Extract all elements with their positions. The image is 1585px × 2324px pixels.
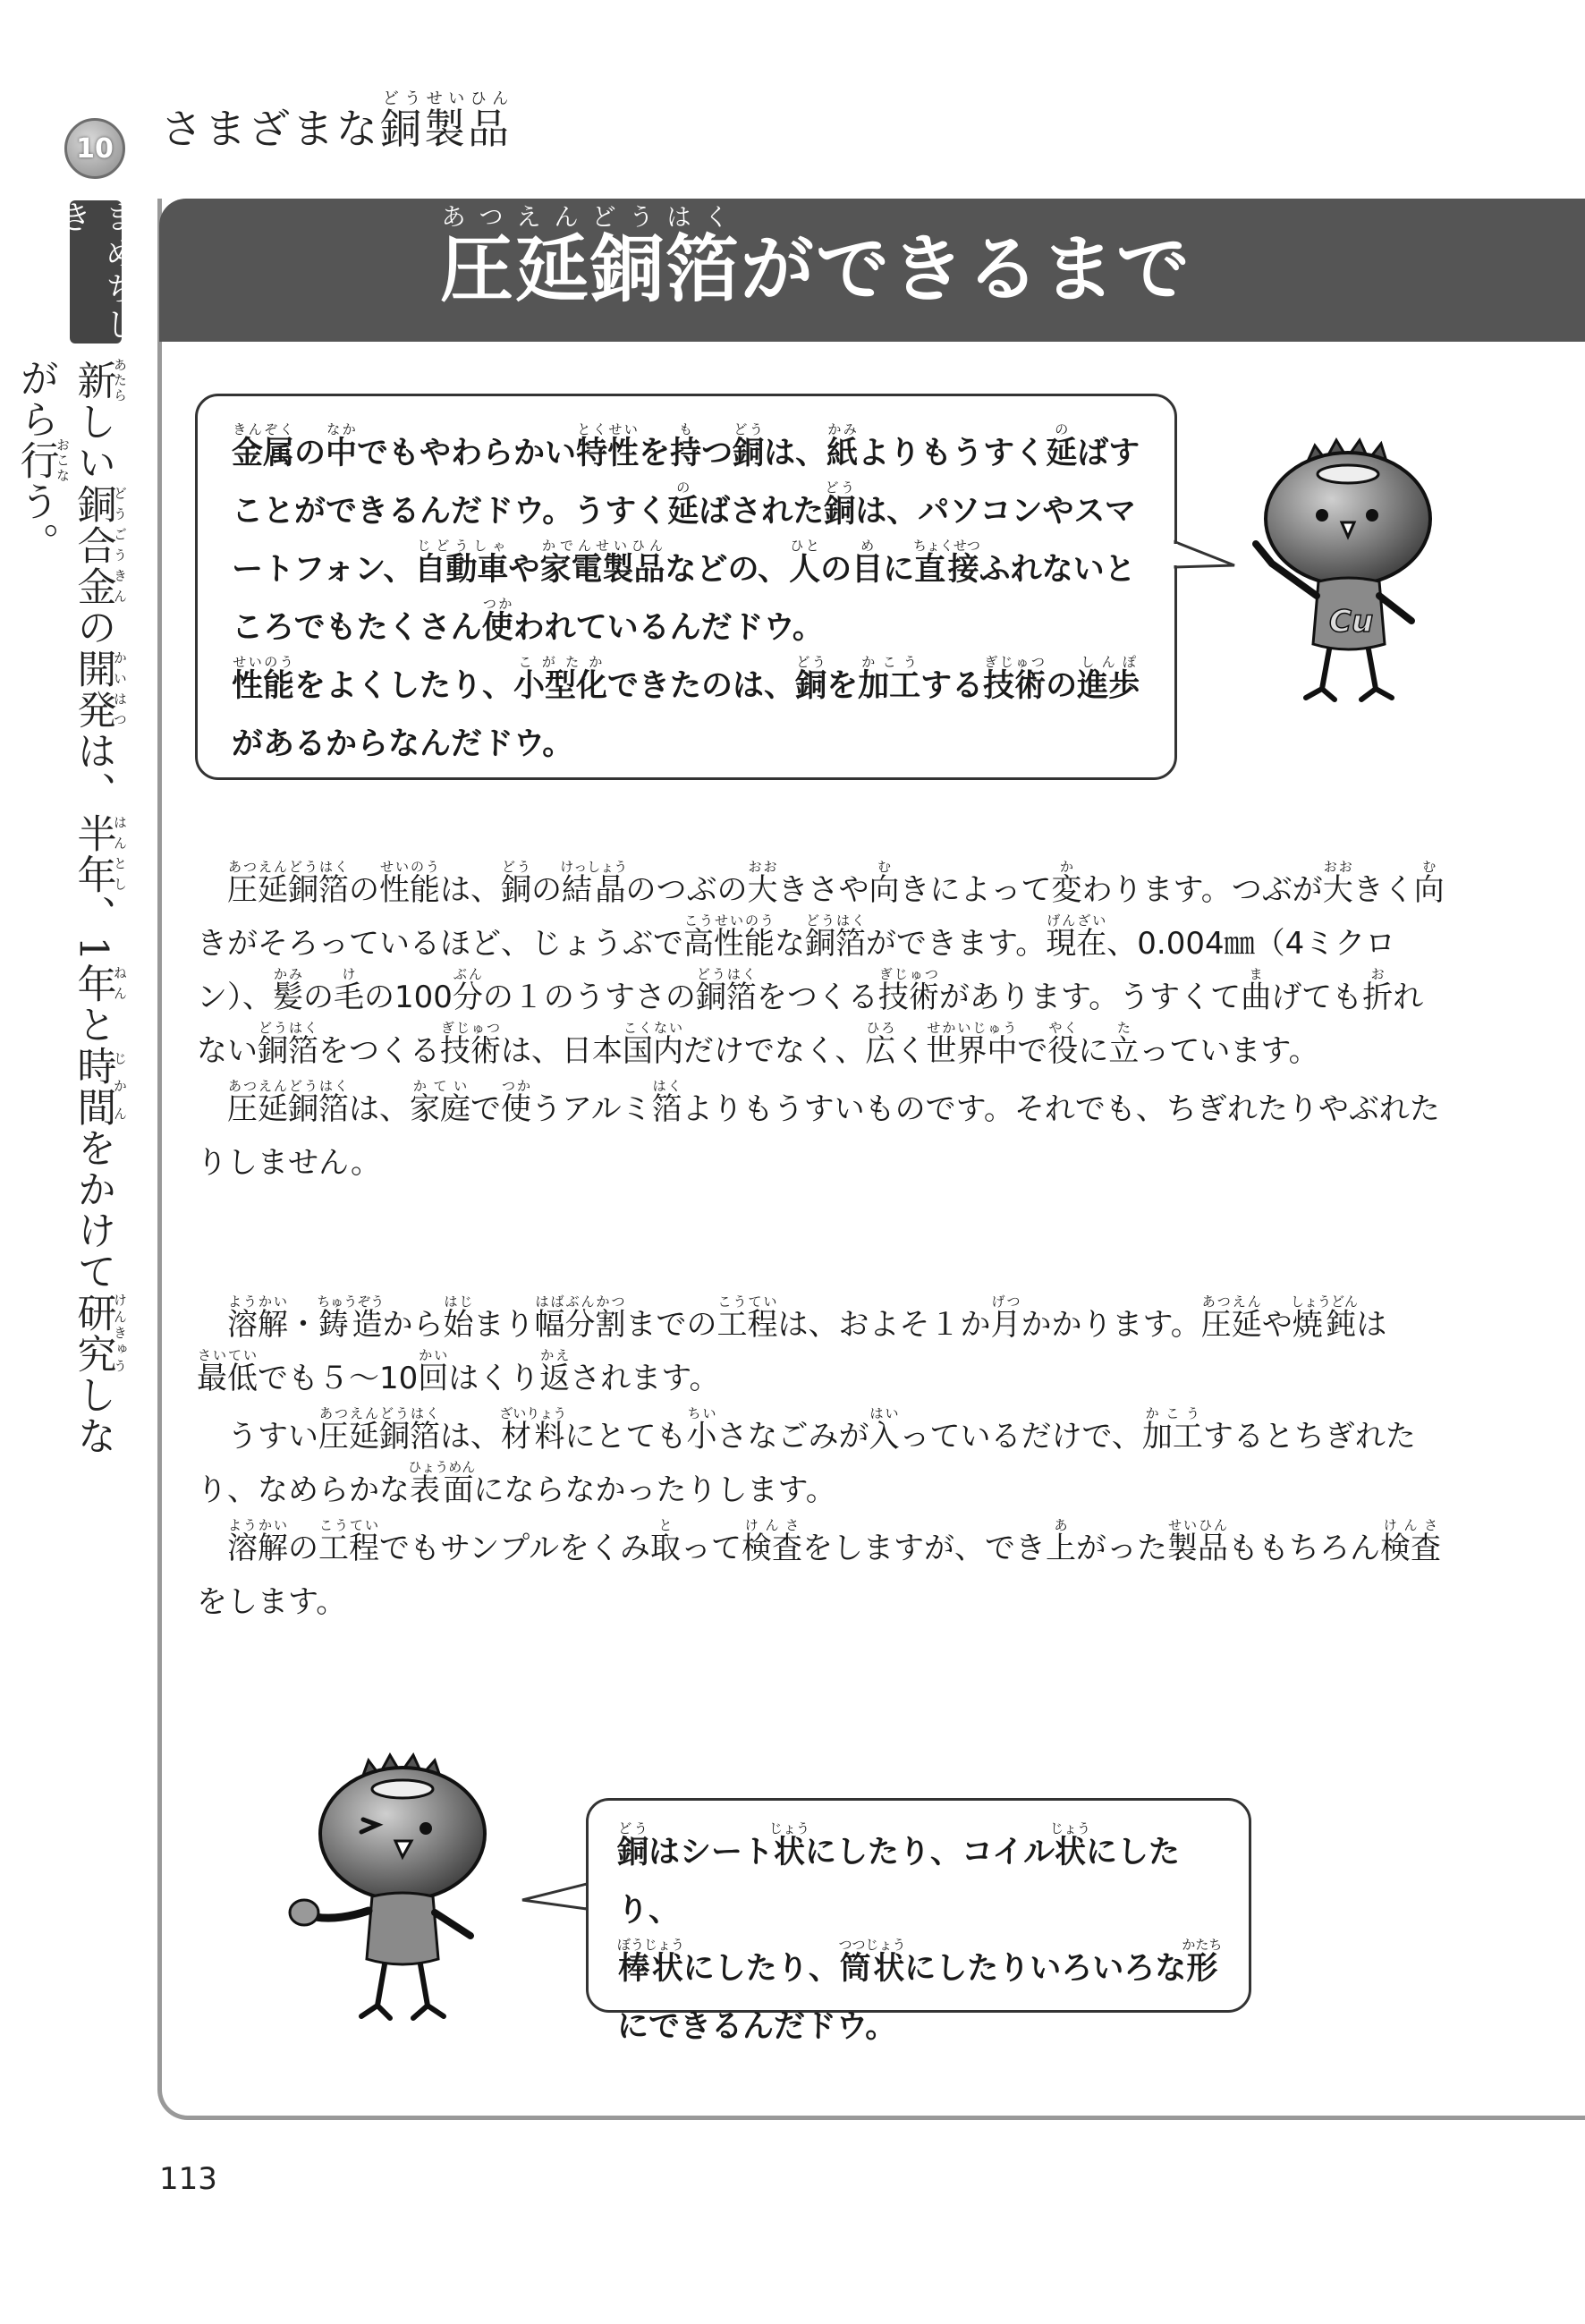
ruby-word: 上あ <box>1045 1517 1076 1566</box>
ruby-word: 銅どう <box>617 1820 649 1870</box>
ruby-word: 始はじ <box>443 1293 474 1343</box>
ruby-word: 銅箔どうはく <box>695 966 757 1015</box>
ruby-word: 箔はく <box>651 1078 682 1127</box>
ruby-word: 向む <box>1413 859 1445 908</box>
ruby-word: 検査けんさ <box>741 1517 802 1566</box>
ruby-word: 幅分割はばぶんかつ <box>534 1293 626 1343</box>
ruby-word: 折お <box>1362 966 1394 1015</box>
ruby-word: 広ひろ <box>865 1020 896 1069</box>
ruby-word: 技術ぎじゅつ <box>877 966 939 1015</box>
ruby-word: 銅箔どうはく <box>805 912 866 962</box>
ruby-word: 取と <box>649 1517 681 1566</box>
ruby-word: 延の <box>1046 421 1078 471</box>
section-title-ruby: あつえんどうはく <box>440 204 742 232</box>
ruby-word: 銅どう <box>824 479 856 530</box>
chapter-title <box>161 89 512 156</box>
ruby-word: 延の <box>667 479 699 530</box>
ruby-word: 家庭かてい <box>410 1078 470 1127</box>
ruby-word: 現在げんざい <box>1046 912 1107 962</box>
ruby-word: 半年はんとし <box>70 812 128 895</box>
side-tab-label: まめちしき <box>55 200 137 344</box>
ruby-word: 返かえ <box>539 1347 571 1396</box>
ruby-word: 高性能こうせいのう <box>683 912 775 962</box>
ruby-word: 製品せいひん <box>1166 1517 1228 1566</box>
ruby-word: 表面ひょうめん <box>408 1459 476 1508</box>
ruby-word: 向む <box>869 859 900 908</box>
ruby-word: 進歩しんぽ <box>1077 654 1140 704</box>
ruby-word: 鋳造ちゅうぞう <box>317 1293 385 1343</box>
speech-bubble-bottom-tail <box>519 1879 590 1914</box>
ruby-word: 小型化こがたか <box>513 654 608 704</box>
chapter-number-badge <box>64 118 125 179</box>
body-paragraph: うすい圧延銅箔あつえんどうはくは、材料ざいりょうにとても小ちいさなごみが入はいっているだけで、加工かこうするとちぎれたり、なめらかな表面ひょうめんにならなかったりします。 <box>197 1405 1416 1508</box>
ruby-word: 材料ざいりょう <box>499 1405 567 1455</box>
ruby-word: 溶解ようかい <box>227 1293 288 1343</box>
ruby-word: 工程こうてい <box>716 1293 778 1343</box>
ruby-word: 曲ま <box>1241 966 1272 1015</box>
ruby-word: 家電製品かでんせいひん <box>539 538 665 588</box>
ruby-word: 性能せいのう <box>379 859 440 908</box>
ruby-word: 特性とくせい <box>576 421 640 471</box>
ruby-word: 結晶けっしょう <box>560 859 628 908</box>
ruby-word: 自動車じどうしゃ <box>414 538 509 588</box>
speech-bubble-top-text: 金属きんぞくの中なかでもやわらかい特性とくせいを持もつ銅どうは、紙かみよりもうすく延のばすことができるんだドウ。うすく延のばされた銅どうは、パソコンやスマートフォン、自動車じどうしゃや家電製品かでんせいひんなどの、人ひとの目めに直接ちょくせつふれないところでもたくさん使つかわれているんだドウ。 性能せいのうをよくしたり、小型化こがたかできたのは、銅どうを加工かこうする技術ぎじゅつの進歩しんぽがあるからなんだドウ。 <box>232 421 1140 762</box>
ruby-word: 新あたら <box>70 358 128 403</box>
ruby-word: 圧延銅箔あつえんどうはく <box>318 1405 440 1455</box>
ruby-word: 状じょう <box>1050 1820 1091 1870</box>
section-title-suffix: ができるまで <box>741 227 1192 312</box>
ruby-word: 銅どう <box>795 654 827 704</box>
chapter-title-kanji: 銅製品 <box>380 105 512 153</box>
ruby-word: 中なか <box>326 421 358 471</box>
ruby-word: 技術ぎじゅつ <box>983 654 1047 704</box>
section-title <box>440 204 1191 316</box>
speech-bubble-top <box>195 394 1177 780</box>
ruby-word: 加工かこう <box>858 654 921 704</box>
ruby-word: 変か <box>1051 859 1082 908</box>
ruby-word: 立た <box>1108 1020 1140 1069</box>
ruby-word: 髪かみ <box>273 966 303 1015</box>
speech-bubble-bottom <box>586 1798 1251 2045</box>
body-paragraph: 溶解ようかい・鋳造ちゅうぞうから始はじまり幅分割はばぶんかつまでの工程こうていは、およそ１か月げつかかります。圧延あつえんや焼鈍しょうどんは最低さいていでも５～10回かいはくり返かえされます。 <box>197 1293 1387 1396</box>
ruby-word: 圧延銅箔あつえんどうはく <box>227 1078 349 1127</box>
ruby-word: 年ねん <box>70 963 128 1005</box>
ruby-word: 研究けんきゅう <box>70 1292 128 1375</box>
side-trivia-text: 新あたらしい銅合金どうごうきんの開発かいはつは、半年はんとし、1年ねんと時間じかんをかけて研究けんきゅうしながら行おこなう。 <box>13 358 128 1457</box>
ruby-word: 形かたち <box>1182 1937 1223 1987</box>
page-number: 113 <box>159 2161 217 2197</box>
ruby-word: 筒状つつじょう <box>838 1937 906 1987</box>
ruby-word: 棒状ぼうじょう <box>617 1937 685 1987</box>
ruby-word: 毛け <box>334 966 364 1015</box>
ruby-word: 役やく <box>1047 1020 1079 1069</box>
copper-mascot-pointing-icon <box>1236 429 1460 716</box>
ruby-word: 行おこな <box>13 437 71 484</box>
body-section-1 <box>197 859 1445 1190</box>
ruby-word: 最低さいてい <box>197 1347 258 1396</box>
copper-mascot-winking-icon <box>268 1744 528 2040</box>
speech-bubble-bottom-text: 銅どうはシート状じょうにしたり、コイル状じょうにしたり、 棒状ぼうじょうにしたり、筒状つつじょうにしたりいろいろな形かたち にできるんだドウ。 <box>617 1820 1223 2045</box>
ruby-word: 時間じかん <box>70 1045 128 1128</box>
ruby-word: 持も <box>670 421 702 471</box>
ruby-word: 工程こうてい <box>318 1517 379 1566</box>
ruby-word: 世界中せかいじゅう <box>926 1020 1018 1069</box>
ruby-word: 焼鈍しょうどん <box>1291 1293 1359 1343</box>
ruby-word: 国内こくない <box>623 1020 683 1069</box>
body-section-2 <box>197 1293 1445 1629</box>
ruby-word: 圧延あつえん <box>1200 1293 1262 1343</box>
ruby-word: 紙かみ <box>826 421 859 471</box>
mascot-logo: Cu <box>1329 604 1374 640</box>
ruby-word: 開発かいはつ <box>70 648 128 731</box>
ruby-word: 銅箔どうはく <box>258 1020 318 1069</box>
ruby-word: 月げつ <box>990 1293 1021 1343</box>
speech-bubble-top-tail <box>1172 537 1243 573</box>
ruby-word: 使つか <box>501 1078 531 1127</box>
ruby-word: 状じょう <box>769 1820 810 1870</box>
chapter-title-ruby: どうせいひん <box>380 89 512 108</box>
ruby-word: 圧延銅箔あつえんどうはく <box>227 859 349 908</box>
ruby-word: 人ひと <box>789 538 821 588</box>
body-paragraph: 圧延銅箔あつえんどうはくは、家庭かていで使つかうアルミ箔はくよりもうすいものです。それでも、ちぎれたりやぶれたりしません。 <box>197 1078 1440 1181</box>
ruby-word: 大おお <box>747 859 778 908</box>
body-paragraph: 圧延銅箔あつえんどうはくの性能せいのうは、銅どうの結晶けっしょうのつぶの大おおきさや向むきによって変かわります。つぶが大おおきく向むきがそろっているほど、じょうぶで高性能こうせいのうな銅箔どうはくができます。現在げんざい、0.004㎜（4ミクロン）、髪かみの毛けの100分ぶんの１のうすさの銅箔どうはくをつくる技術ぎじゅつがあります。うすくて曲まげても折おれない銅箔どうはくをつくる技術ぎじゅつは、日本国内こくないだけでなく、広ひろく世界中せかいじゅうで役やくに立たっています。 <box>197 859 1445 1069</box>
ruby-word: 銅どう <box>501 859 531 908</box>
section-title-kanji: 圧延銅箔 <box>440 227 742 312</box>
ruby-word: 入はい <box>869 1405 900 1455</box>
ruby-word: 銅合金どうごうきん <box>70 483 128 607</box>
ruby-word: 溶解ようかい <box>227 1517 288 1566</box>
ruby-word: 性能せいのう <box>232 654 295 704</box>
ruby-word: 分ぶん <box>452 966 483 1015</box>
chapter-number: 10 <box>76 132 114 165</box>
body-paragraph: 溶解ようかいの工程こうていでもサンプルをくみ取とって検査けんさをしますが、でき上あがった製品せいひんももちろん検査けんさをします。 <box>197 1517 1441 1620</box>
ruby-word: 目め <box>852 538 884 588</box>
ruby-word: 加工かこう <box>1141 1405 1203 1455</box>
chapter-title-prefix: さまざまな <box>161 105 380 153</box>
ruby-word: 検査けんさ <box>1379 1517 1441 1566</box>
ruby-word: 直接ちょくせつ <box>912 538 980 588</box>
ruby-word: 銅どう <box>733 421 765 471</box>
ruby-word: 使つか <box>481 596 513 646</box>
ruby-word: 小ちい <box>686 1405 717 1455</box>
ruby-word: 技術ぎじゅつ <box>440 1020 501 1069</box>
ruby-word: 金属きんぞく <box>232 421 295 471</box>
ruby-word: 回かい <box>418 1347 449 1396</box>
ruby-word: 大おお <box>1322 859 1353 908</box>
